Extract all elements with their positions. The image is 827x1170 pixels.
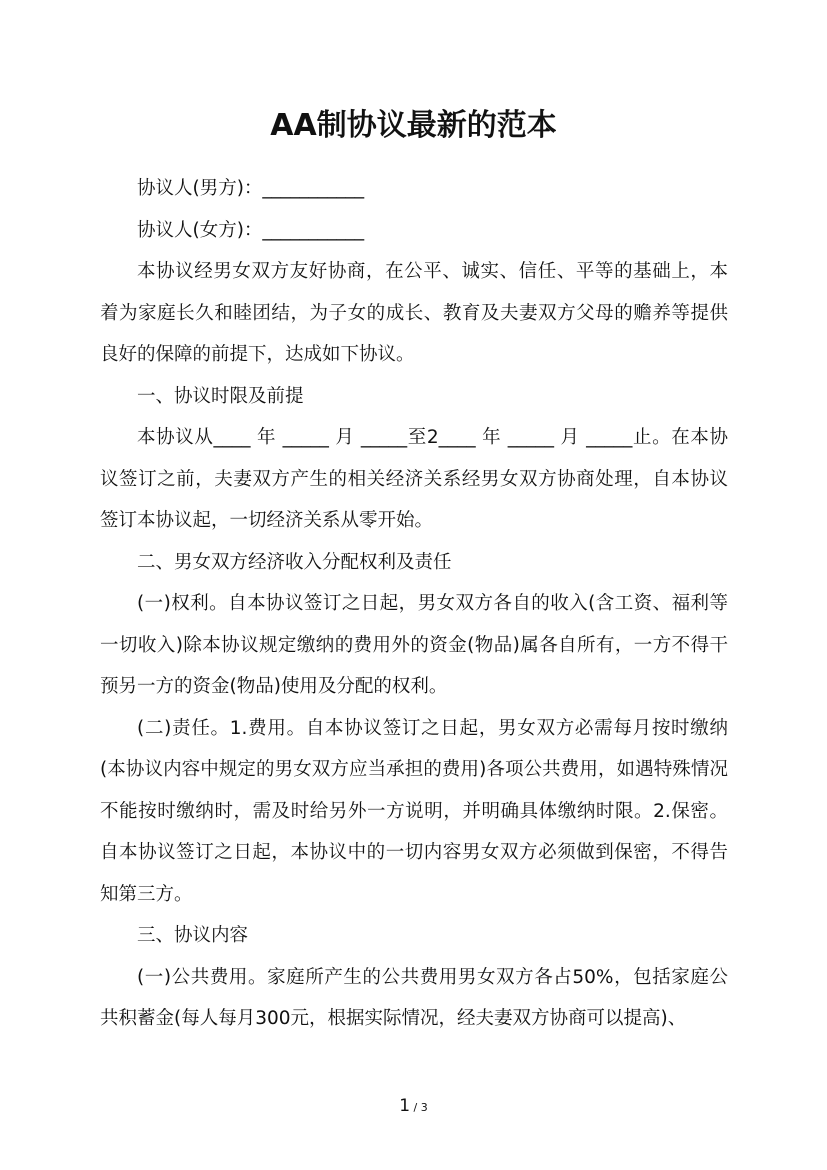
term-paragraph: 本协议从____ 年 _____ 月 _____至2____ 年 _____ 月 _____止。在本协议签订之前，夫妻双方产生的相关经济关系经男女双方协商处理，自本协议签订本协议起，一切经济关系从零开始。 — [100, 427, 728, 531]
public-expense-paragraph: (一)公共费用。家庭所产生的公共费用男女双方各占50%，包括家庭公共积蓄金(每人每月300元，根据实际情况，经夫妻双方协商可以提高)、 — [100, 966, 728, 1029]
party-male-line: 协议人(男方)：___________ — [137, 178, 365, 199]
section-heading-2: 二、男女双方经济收入分配权利及责任 — [137, 551, 452, 573]
current-page-number: 1 — [399, 1096, 411, 1116]
document-body — [100, 168, 728, 1040]
rights-paragraph: (一)权利。自本协议签订之日起，男女双方各自的收入(含工资、福利等一切收入)除本协议规定缴纳的费用外的资金(物品)属各自所有，一方不得干预另一方的资金(物品)使用及分配的权利。 — [100, 593, 728, 697]
document-title: AA制协议最新的范本 — [270, 108, 557, 143]
section-heading-1: 一、协议时限及前提 — [137, 385, 304, 407]
party-female-line: 协议人(女方)：___________ — [137, 219, 365, 241]
duties-paragraph: (二)责任。1.费用。自本协议签订之日起，男女双方必需每月按时缴纳(本协议内容中规定的男女双方应当承担的费用)各项公共费用，如遇特殊情况不能按时缴纳时，需及时给另外一方说明，并明确具体缴纳时限。2.保密。自本协议签订之日起，本协议中的一切内容男女双方必须做到保密，不得告知第三方。 — [100, 717, 728, 905]
section-heading-3: 三、协议内容 — [137, 925, 249, 946]
page-number — [0, 1094, 827, 1120]
preamble-paragraph: 本协议经男女双方友好协商，在公平、诚实、信任、平等的基础上，本着为家庭长久和睦团结，为子女的成长、教育及夫妻双方父母的赡养等提供良好的保障的前提下，达成如下协议。 — [100, 261, 728, 365]
total-pages: / 3 — [410, 1101, 428, 1114]
